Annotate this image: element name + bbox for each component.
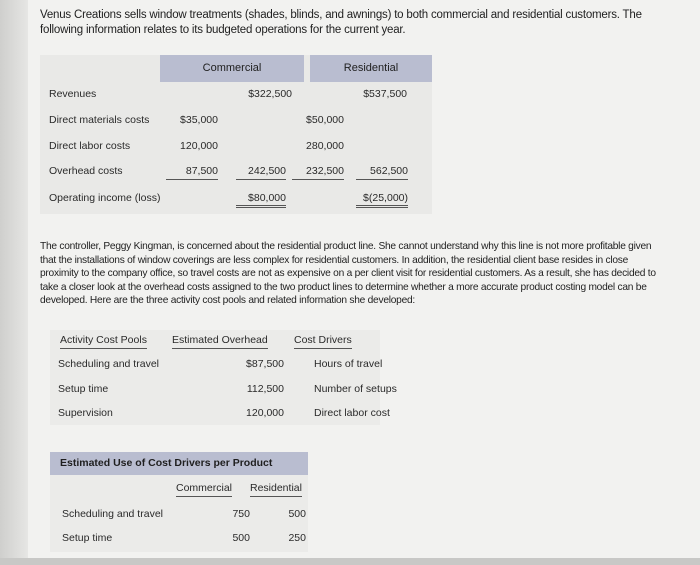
commercial-detail: 87,500 <box>166 165 218 180</box>
row-label: Direct labor costs <box>49 140 131 152</box>
residential-total: 562,500 <box>356 165 408 180</box>
pool-name: Supervision <box>58 407 113 419</box>
activity-cost-pools-table <box>50 330 397 425</box>
residential-total: $537,500 <box>363 88 407 100</box>
commercial-total: $80,000 <box>236 192 286 208</box>
financial-table <box>40 55 432 214</box>
usage-row-label: Setup time <box>62 532 113 544</box>
row-label: Overhead costs <box>49 165 123 177</box>
usage-residential-value: 250 <box>288 532 306 544</box>
row-label: Revenues <box>49 88 97 100</box>
usage-residential-header: Residential <box>250 482 302 497</box>
page-left-edge <box>0 0 28 565</box>
commercial-total: $322,500 <box>248 88 292 100</box>
bottom-edge <box>0 558 700 565</box>
commercial-detail: $35,000 <box>180 114 218 126</box>
commercial-header: Commercial <box>160 55 304 82</box>
pools-header: Activity Cost Pools <box>60 334 147 349</box>
commercial-detail: 120,000 <box>180 140 218 152</box>
pool-driver: Direct labor cost <box>314 407 390 419</box>
residential-detail: 280,000 <box>306 140 344 152</box>
cost-driver-usage-table <box>50 452 308 552</box>
residential-detail: 232,500 <box>292 165 344 180</box>
pool-overhead: 112,500 <box>246 383 284 395</box>
residential-detail: $50,000 <box>306 114 344 126</box>
usage-row-label: Scheduling and travel <box>62 508 163 520</box>
row-label: Operating income (loss) <box>49 192 161 204</box>
pool-name: Setup time <box>58 383 109 395</box>
pool-driver: Hours of travel <box>314 358 383 370</box>
row-label: Direct materials costs <box>49 114 150 126</box>
intro-paragraph: Venus Creations sells window treatments (shades, blinds, and awnings) to both commercial and residential customers. The following information relates to its budgeted operations for the current year. <box>40 9 642 36</box>
overhead-header: Estimated Overhead <box>172 334 268 349</box>
document-page <box>28 0 700 565</box>
drivers-header: Cost Drivers <box>294 334 352 349</box>
pool-overhead: $87,500 <box>246 358 284 370</box>
pool-name: Scheduling and travel <box>58 358 159 370</box>
usage-commercial-header: Commercial <box>176 482 232 497</box>
usage-commercial-value: 750 <box>232 508 250 520</box>
pool-overhead: 120,000 <box>246 407 284 419</box>
commercial-total: 242,500 <box>236 165 286 180</box>
residential-total: $(25,000) <box>356 192 408 208</box>
controller-paragraph: The controller, Peggy Kingman, is concerned about the residential product line. She cannot understand why this line is not more profitable given that the installations of window coverings are less complex for residential customers. In addition, the residential client base resides in close proximity to the company office, so travel costs are not as expensive on a per client visit for residential customers. As a result, she has decided to take a closer look at the overhead costs assigned to the two product lines to determine whether a more accurate product costing model can be developed. Here are the three activity cost pools and related information she developed: <box>40 241 656 307</box>
usage-residential-value: 500 <box>288 508 306 520</box>
usage-commercial-value: 500 <box>232 532 250 544</box>
pool-driver: Number of setups <box>314 383 397 395</box>
residential-header: Residential <box>310 55 432 82</box>
usage-title: Estimated Use of Cost Drivers per Product <box>50 452 308 475</box>
